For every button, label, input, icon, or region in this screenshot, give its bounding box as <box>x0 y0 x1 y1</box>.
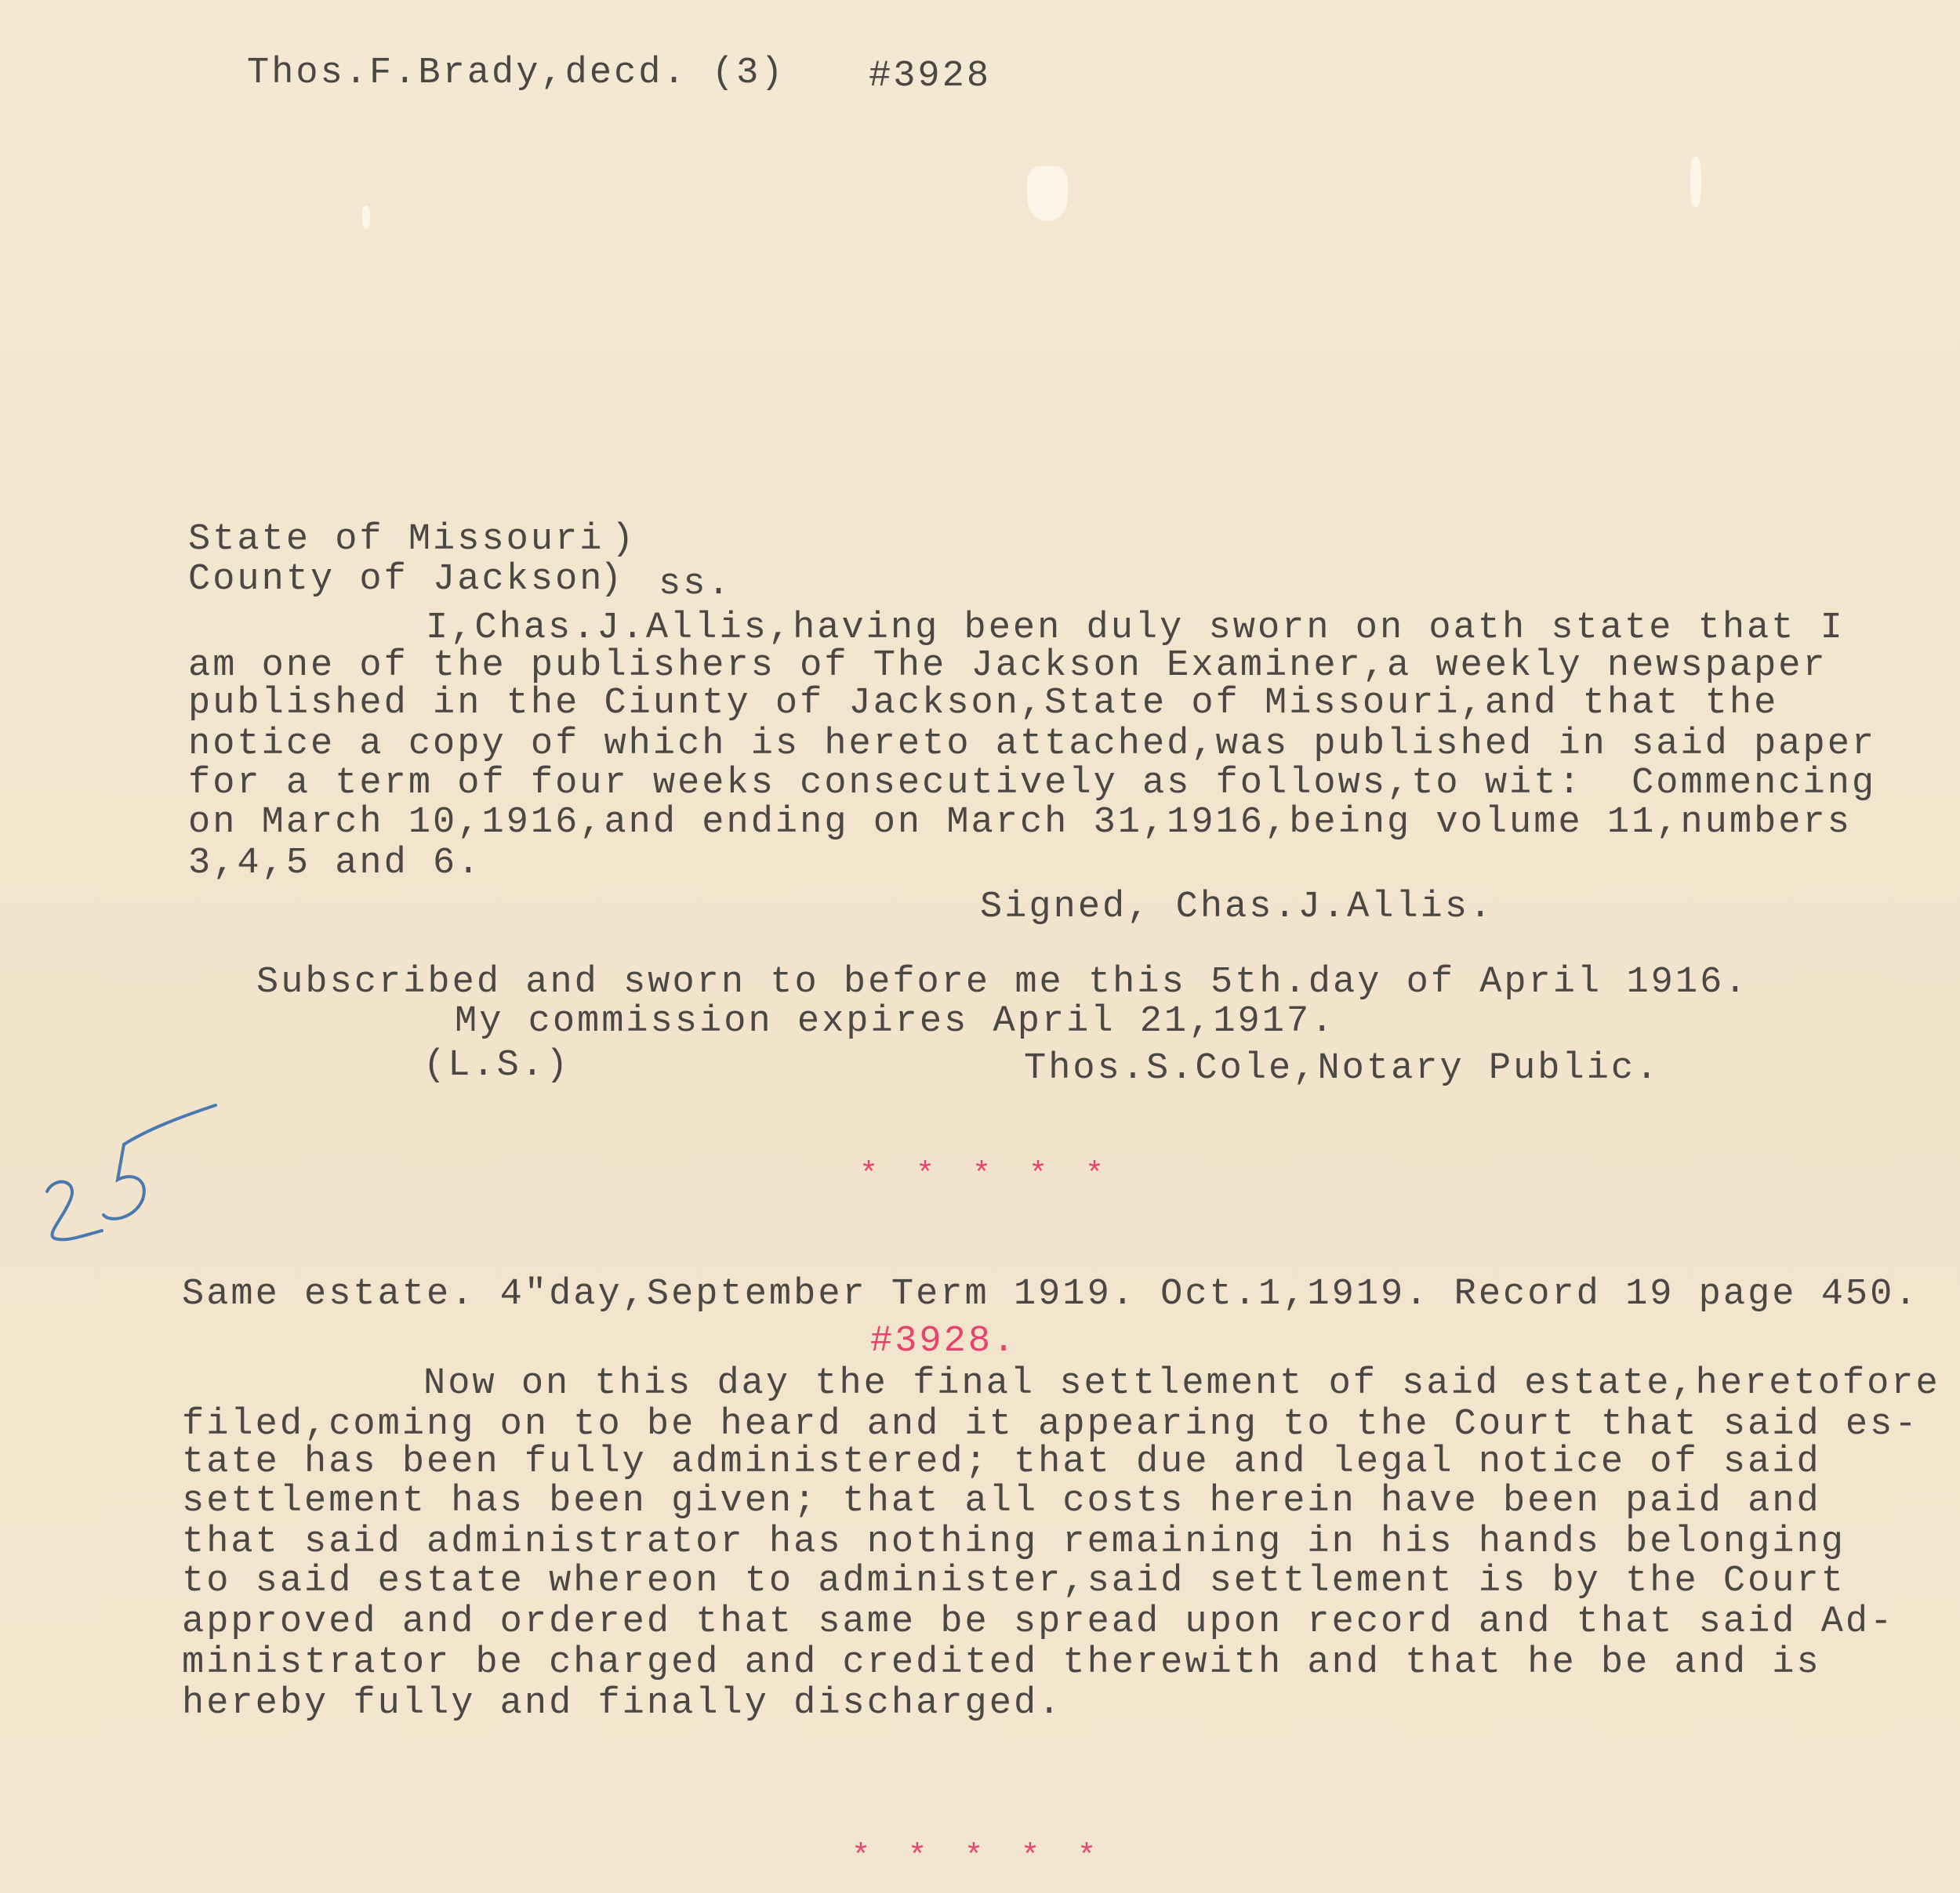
affidavit-line-7: 3,4,5 and 6. <box>188 843 482 884</box>
header-title: Thos.F.Brady,decd. (3) <box>247 53 786 94</box>
affidavit-line-6: on March 10,1916,and ending on March 31,1916,being volume 11,numbers <box>188 802 1852 843</box>
venue-bracket-2: ) <box>600 559 625 600</box>
handwritten-note-25 <box>31 1082 235 1254</box>
order-line-5: that said administrator has nothing remaining in his hands belonging <box>182 1521 1846 1563</box>
notary-name: Thos.S.Cole,Notary Public. <box>1024 1048 1661 1090</box>
order-line-7: approved and ordered that same be spread upon record and that said Ad- <box>182 1601 1895 1643</box>
order-case-number: #3928. <box>870 1321 1018 1362</box>
venue-state: State of Missouri <box>188 519 604 560</box>
affidavit-line-5: for a term of four weeks consecutively as follows,to wit: Commencing <box>188 763 1877 804</box>
venue-bracket-1: ) <box>612 519 637 560</box>
affidavit-line-2: am one of the publishers of The Jackson Examiner,a weekly newspaper <box>188 645 1828 687</box>
order-line-1: Now on this day the final settlement of said estate,heretofore <box>423 1363 1940 1405</box>
order-line-6: to said estate whereon to administer,said settlement is by the Court <box>182 1561 1846 1602</box>
affidavit-line-4: notice a copy of which is hereto attached,was published in said paper <box>188 723 1877 765</box>
affidavit-line-1: I,Chas.J.Allis,having been duly sworn on oath state that I <box>426 607 1845 649</box>
affidavit-line-3: published in the Ciunty of Jackson,State of Missouri,and that the <box>188 683 1779 724</box>
order-line-2: filed,coming on to be heard and it appearing to the Court that said es- <box>182 1404 1919 1445</box>
header-case-number: #3928 <box>869 56 992 97</box>
order-heading: Same estate. 4"day,September Term 1919. Oct.1,1919. Record 19 page 450. <box>182 1274 1919 1315</box>
venue-county: County of Jackson <box>188 559 604 600</box>
order-line-9: hereby fully and finally discharged. <box>182 1683 1063 1724</box>
commission-line: My commission expires April 21,1917. <box>455 1001 1336 1043</box>
jurat-line: Subscribed and sworn to before me this 5th.day of April 1916. <box>256 962 1749 1003</box>
separator-stars-1: * * * * * <box>859 1158 1114 1193</box>
seal-label: (L.S.) <box>423 1045 571 1086</box>
venue-ss: ss. <box>659 564 732 605</box>
separator-stars-2: * * * * * <box>851 1840 1106 1875</box>
order-line-8: ministrator be charged and credited therewith and that he be and is <box>182 1642 1821 1684</box>
order-line-3: tate has been fully administered; that due and legal notice of said <box>182 1442 1821 1483</box>
affidavit-signature: Signed, Chas.J.Allis. <box>980 887 1494 928</box>
order-line-4: settlement has been given; that all costs herein have been paid and <box>182 1481 1821 1522</box>
